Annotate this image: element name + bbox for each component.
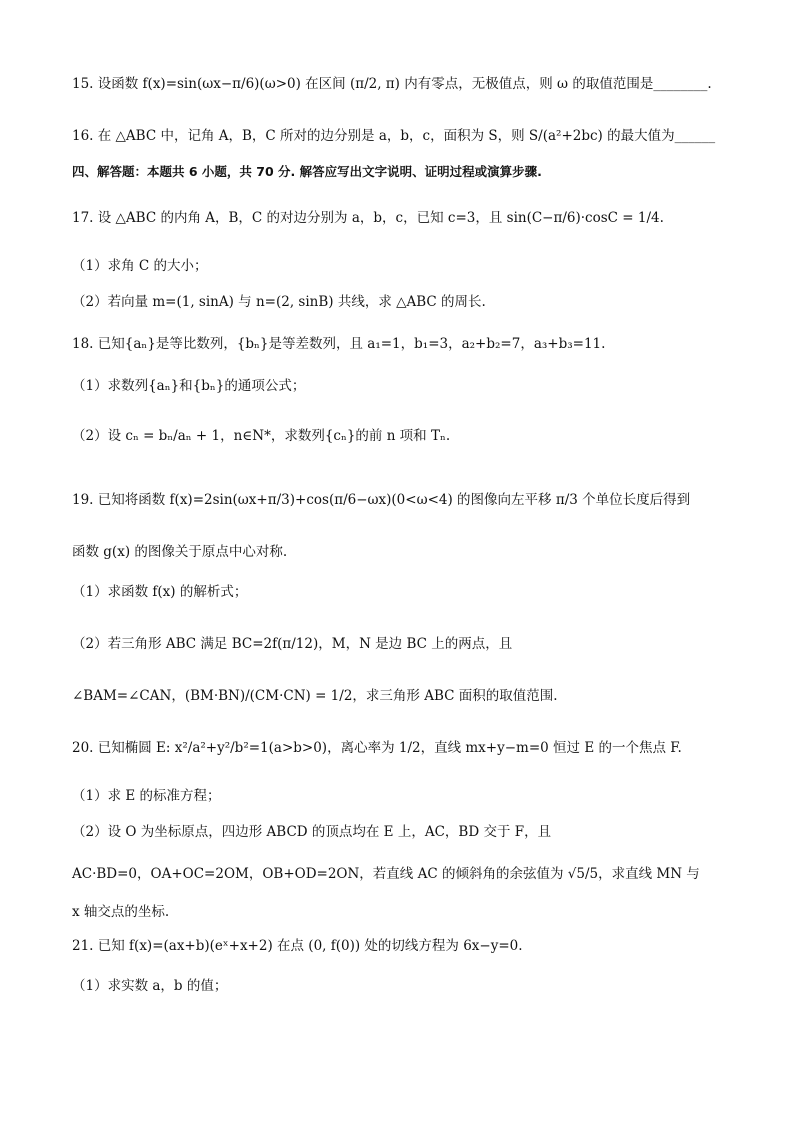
text-line-q19: 19. 已知将函数 f(x)=2sin(ωx+π/3)+cos(π/6−ωx)(0<ω<4) 的图像向左平移 π/3 个单位长度后得到 xyxy=(72,492,691,508)
text-line-q19_1: （1）求函数 f(x) 的解析式； xyxy=(72,584,248,600)
text-line-q15: 15. 设函数 f(x)=sin(ωx−π/6)(ω>0) 在区间 (π/2, π) 内有零点，无极值点，则 ω 的取值范围是________. xyxy=(72,76,712,92)
text-line-q20_2b: AC·BD=0，OA+OC=2OM，OB+OD=2ON，若直线 AC 的倾斜角的余弦值为 √5/5，求直线 MN 与 xyxy=(72,866,700,882)
text-line-q17_1: （1）求角 C 的大小； xyxy=(72,258,208,274)
text-line-q18_1: （1）求数列{aₙ}和{bₙ}的通项公式； xyxy=(72,378,306,394)
text-line-q19_2b: ∠BAM=∠CAN，(BM·BN)/(CM·CN) = 1/2，求三角形 ABC 面积的取值范围. xyxy=(72,688,558,704)
text-line-q20_2: （2）设 O 为坐标原点，四边形 ABCD 的顶点均在 E 上，AC，BD 交于 F，且 xyxy=(72,824,552,840)
text-line-q19_cont: 函数 g(x) 的图像关于原点中心对称. xyxy=(72,544,288,560)
text-line-q21_1: （1）求实数 a，b 的值； xyxy=(72,978,228,994)
text-line-q21: 21. 已知 f(x)=(ax+b)(eˣ+x+2) 在点 (0, f(0)) 处的切线方程为 6x−y=0. xyxy=(72,938,523,954)
text-line-q20_1: （1）求 E 的标准方程； xyxy=(72,788,221,804)
text-line-sec4: 四、解答题：本题共 6 小题，共 70 分. 解答应写出文字说明、证明过程或演算步骤. xyxy=(72,164,542,179)
text-line-q16: 16. 在 △ABC 中，记角 A，B，C 所对的边分别是 a，b，c，面积为 S，则 S/(a²+2bc) 的最大值为______ xyxy=(72,128,716,144)
text-line-q18_2: （2）设 cₙ = bₙ/aₙ + 1，n∈N*，求数列{cₙ}的前 n 项和 Tₙ. xyxy=(72,428,451,444)
text-line-q19_2: （2）若三角形 ABC 满足 BC=2f(π/12)，M，N 是边 BC 上的两点，且 xyxy=(72,636,513,652)
text-line-q17: 17. 设 △ABC 的内角 A，B，C 的对边分别为 a，b，c，已知 c=3，且 sin(C−π/6)·cosC = 1/4. xyxy=(72,210,664,226)
text-line-q20: 20. 已知椭圆 E: x²/a²+y²/b²=1(a>b>0)，离心率为 1/2，直线 mx+y−m=0 恒过 E 的一个焦点 F. xyxy=(72,740,682,756)
text-line-q20_2c: x 轴交点的坐标. xyxy=(72,904,170,920)
text-line-q18: 18. 已知{aₙ}是等比数列，{bₙ}是等差数列，且 a₁=1，b₁=3，a₂+b₂=7，a₃+b₃=11. xyxy=(72,336,606,352)
text-line-q17_2: （2）若向量 m=(1, sinA) 与 n=(2, sinB) 共线，求 △ABC 的周长. xyxy=(72,294,486,310)
